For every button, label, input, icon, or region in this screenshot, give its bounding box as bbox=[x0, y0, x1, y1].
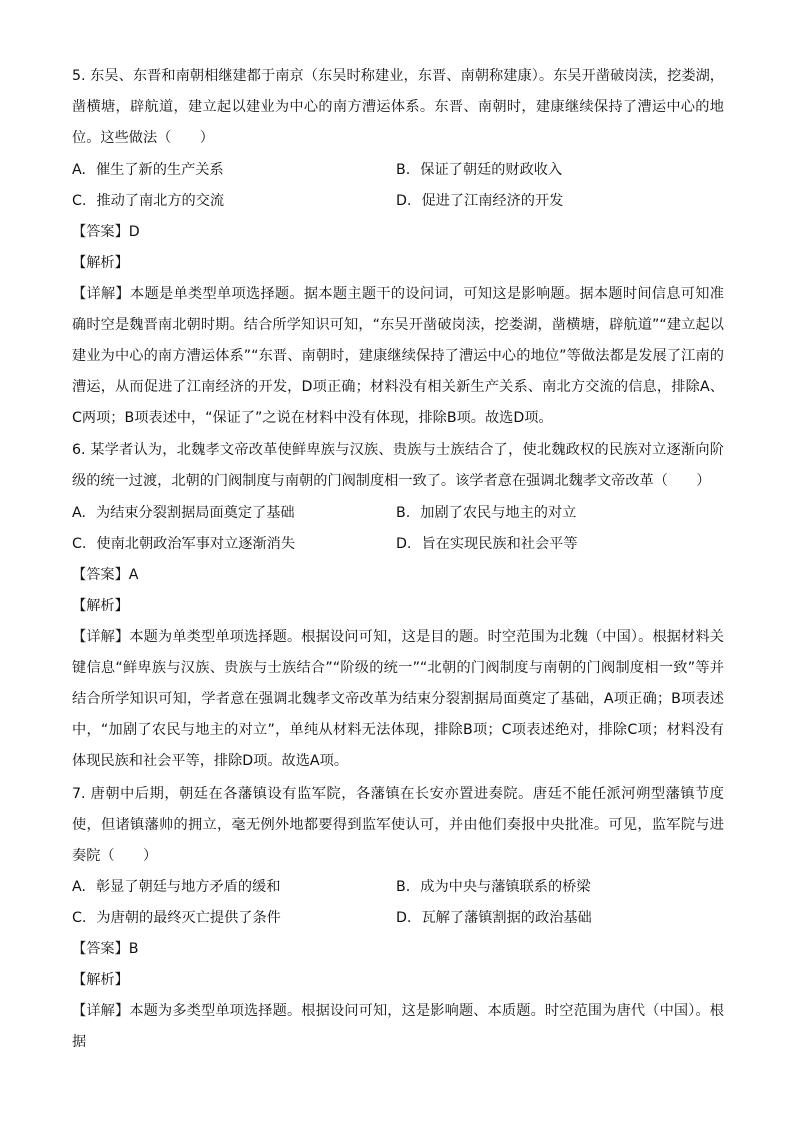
option-text: 旨在实现民族和社会平等 bbox=[421, 536, 578, 552]
q5-option-c bbox=[72, 186, 224, 217]
q6-detail bbox=[72, 622, 724, 777]
question-5-stem: 5. 东吴、东晋和南朝相继建都于南京（东吴时称建业，东晋、南朝称建康）。东吴开凿破岗渎，挖娄湖，凿横塘，辟航道，建立起以建业为中心的南方漕运体系。东晋、南朝时，建康继续保持了漕运中心的地位。这些做法（ ） bbox=[72, 68, 724, 146]
option-text: 推动了南北方的交流 bbox=[96, 193, 225, 209]
q7-option-d bbox=[396, 903, 592, 934]
option-letter: D. bbox=[396, 193, 412, 209]
option-text: 使南北朝政治军事对立逐渐消失 bbox=[96, 536, 296, 552]
option-letter: B. bbox=[396, 505, 411, 521]
q7-option-a bbox=[72, 872, 280, 903]
q7-answer bbox=[72, 934, 139, 965]
q5-option-d bbox=[396, 186, 563, 217]
q6-option-a bbox=[72, 498, 295, 529]
option-letter: B. bbox=[396, 879, 411, 895]
answer-label: 【答案】 bbox=[72, 941, 129, 957]
option-text: 为唐朝的最终灭亡提供了条件 bbox=[96, 910, 281, 926]
option-text: 加剧了农民与地主的对立 bbox=[420, 505, 577, 521]
option-letter: C. bbox=[72, 193, 87, 209]
answer-value: A bbox=[128, 567, 139, 583]
q7-option-c bbox=[72, 903, 281, 934]
q6-option-b bbox=[396, 498, 576, 529]
q7-option-b bbox=[396, 872, 591, 903]
q5-option-a bbox=[72, 155, 224, 186]
q6-option-c bbox=[72, 529, 295, 560]
q6-answer bbox=[72, 560, 138, 591]
option-text: 瓦解了藩镇割据的政治基础 bbox=[421, 910, 592, 926]
option-letter: C. bbox=[72, 536, 87, 552]
q7-analysis-label: 【解析】 bbox=[72, 972, 129, 988]
detail-text: 本题为多类型单项选择题。根据设问可知，这是影响题、本质题。时空范围为唐代（中国）。根据 bbox=[72, 1003, 724, 1050]
option-letter: C. bbox=[72, 910, 87, 926]
detail-label: 【详解】 bbox=[72, 629, 130, 645]
option-text: 促进了江南经济的开发 bbox=[421, 193, 564, 209]
option-text: 为结束分裂割据局面奠定了基础 bbox=[95, 505, 295, 521]
q7-detail bbox=[72, 996, 724, 1058]
detail-text: 本题是单类型单项选择题。据本题主题干的设问词，可知这是影响题。据本题时间信息可知准确时空是魏晋南北朝时期。结合所学知识可知，“东吴开凿破岗渎，挖娄湖，凿横塘，辟航道”“建立起以建业为中心的南方漕运体系”“东晋、南朝时，建康继续保持了漕运中心的地位”等做法都是发展了江南的漕运，从而促进了江南经济的开发，D项正确；材料没有相关新生产关系、南北方交流的信息，排除A、C两项；B项表述中，“保证了”之说在材料中没有体现，排除B项。故选D项。 bbox=[72, 286, 724, 426]
option-letter: A. bbox=[72, 505, 86, 521]
answer-label: 【答案】 bbox=[72, 567, 129, 583]
option-letter: A. bbox=[72, 879, 86, 895]
detail-text: 本题为单类型单项选择题。根据设问可知，这是目的题。时空范围为北魏（中国）。根据材料关键信息“鲜卑族与汉族、贵族与士族结合”“阶级的统一”“北朝的门阀制度与南朝的门阀制度相一致”等并结合所学知识可知，学者意在强调北魏孝文帝改革为结束分裂割据局面奠定了基础，A项正确；B项表述中，“加剧了农民与地主的对立”，单纯从材料无法体现，排除B项；C项表述绝对，排除C项；材料没有体现民族和社会平等，排除D项。故选A项。 bbox=[72, 629, 724, 769]
q5-option-b bbox=[396, 155, 562, 186]
detail-label: 【详解】 bbox=[72, 1003, 130, 1019]
question-7-stem: 7. 唐朝中后期，朝廷在各藩镇设有监军院，各藩镇在长安亦置进奏院。唐廷不能任派河朔型藩镇节度使，但诸镇藩帅的拥立，毫无例外地都要得到监军使认可，并由他们奏报中央批准。可见，监军院与进奏院（ ） bbox=[72, 786, 724, 864]
option-text: 彰显了朝廷与地方矛盾的缓和 bbox=[95, 879, 281, 895]
option-letter: A. bbox=[72, 162, 86, 178]
q5-detail bbox=[72, 279, 724, 434]
q5-analysis-label: 【解析】 bbox=[72, 255, 129, 271]
answer-value: D bbox=[128, 224, 140, 240]
option-letter: B. bbox=[396, 162, 411, 178]
question-6-stem: 6. 某学者认为，北魏孝文帝改革使鲜卑族与汉族、贵族与士族结合了，使北魏政权的民族对立逐渐向阶级的统一过渡，北朝的门阀制度与南朝的门阀制度相一致了。该学者意在强调北魏孝文帝改革（ ） bbox=[72, 442, 724, 489]
option-letter: D. bbox=[396, 910, 412, 926]
q6-option-d bbox=[396, 529, 578, 560]
answer-value: B bbox=[128, 941, 139, 957]
q5-answer bbox=[72, 217, 140, 248]
detail-label: 【详解】 bbox=[72, 286, 130, 302]
option-letter: D. bbox=[396, 536, 412, 552]
option-text: 成为中央与藩镇联系的桥梁 bbox=[420, 879, 591, 895]
answer-label: 【答案】 bbox=[72, 224, 129, 240]
option-text: 催生了新的生产关系 bbox=[95, 162, 224, 178]
q6-analysis-label: 【解析】 bbox=[72, 598, 129, 614]
option-text: 保证了朝廷的财政收入 bbox=[420, 162, 563, 178]
